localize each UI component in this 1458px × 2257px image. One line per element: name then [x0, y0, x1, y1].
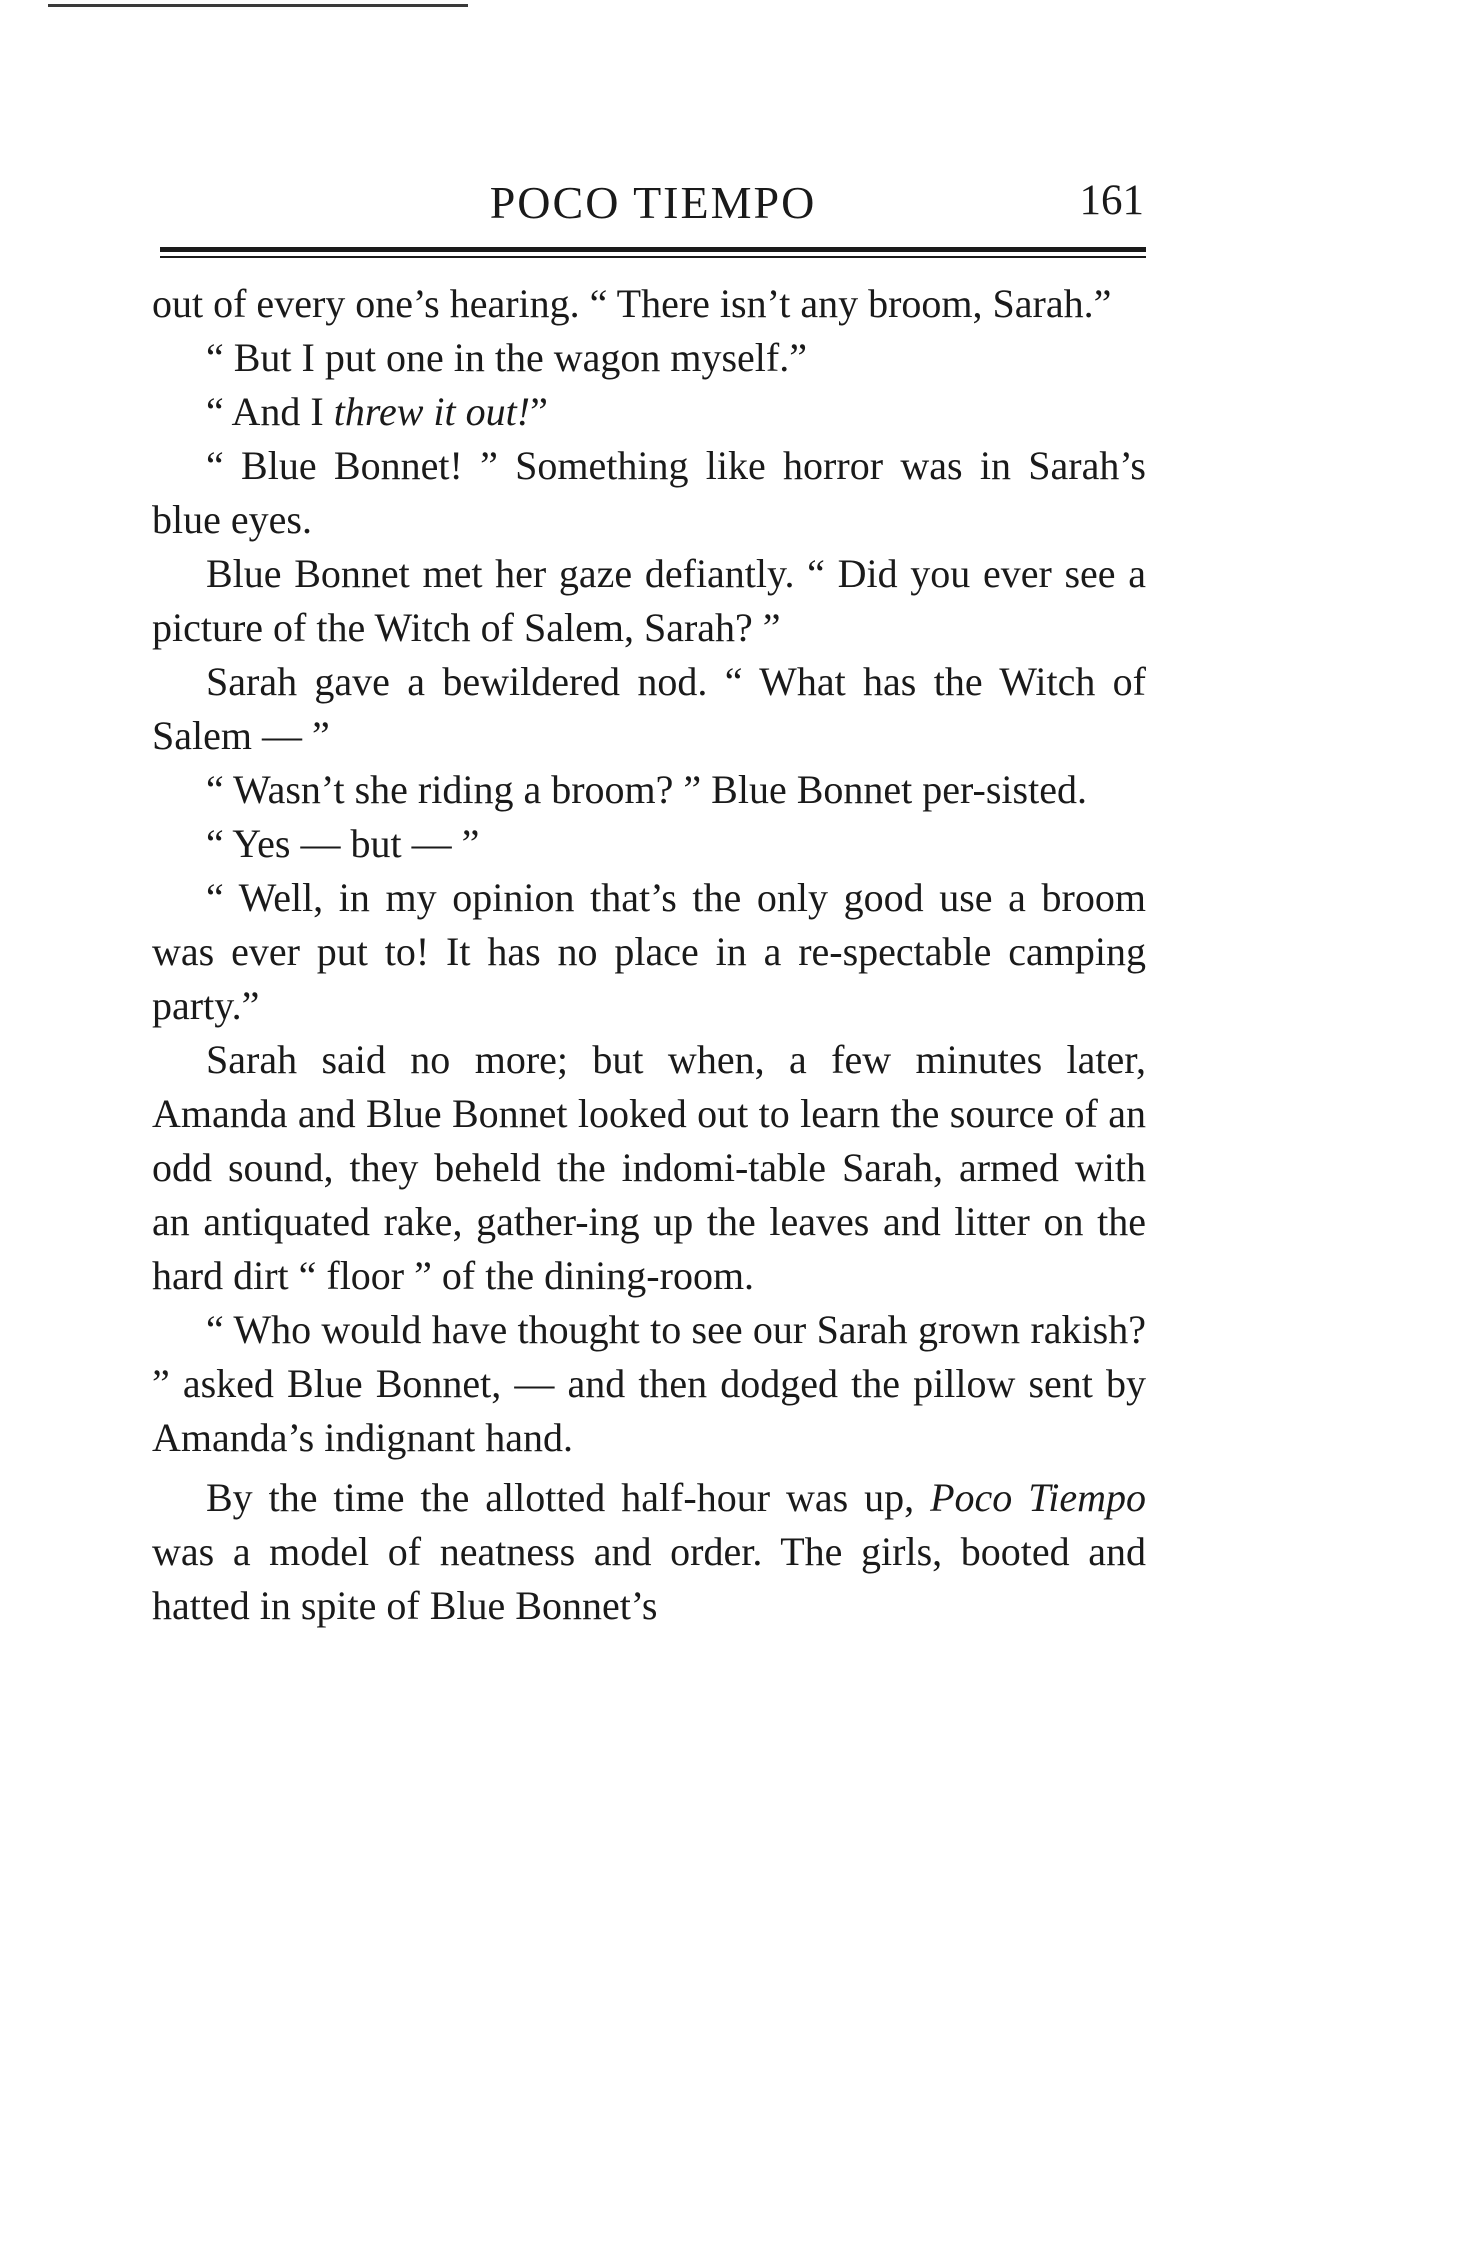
header-rule-thin [160, 256, 1146, 258]
paragraph [152, 655, 1146, 763]
paragraph [152, 547, 1146, 655]
paragraph [152, 817, 1146, 871]
body-text [152, 277, 1146, 1633]
paragraph [152, 439, 1146, 547]
italic-text-run: threw it out! [333, 389, 531, 434]
text-run: Blue Bonnet met her gaze defiantly. “ Did you ever see a picture of the Witch of Salem, Sarah? ” [152, 551, 1146, 650]
paragraph [152, 1033, 1146, 1303]
paragraph [152, 763, 1146, 817]
text-run: “ Who would have thought to see our Sarah grown rakish? ” asked Blue Bonnet, — and then dodged the pillow sent by Amanda’s indignant hand. [152, 1307, 1146, 1460]
text-run: By the time the allotted half-hour was up, [206, 1475, 931, 1520]
paragraph [152, 1471, 1146, 1633]
paragraph [152, 1303, 1146, 1465]
page-number: 161 [1079, 177, 1144, 224]
italic-text-run: Poco Tiempo [930, 1475, 1146, 1520]
text-run: “ Blue Bonnet! ” Something like horror was in Sarah’s blue eyes. [152, 443, 1146, 542]
text-run: “ Yes — but — ” [206, 821, 480, 866]
header-rule-thick [160, 247, 1146, 252]
text-run: was a model of neatness and order. The girls, booted and hatted in spite of Blue Bonnet’s [152, 1529, 1146, 1628]
text-run: “ But I put one in the wagon myself.” [206, 335, 807, 380]
text-run: Sarah gave a bewildered nod. “ What has the Witch of Salem — ” [152, 659, 1146, 758]
paragraph [152, 385, 1146, 439]
paragraph [152, 331, 1146, 385]
text-run: “ Wasn’t she riding a broom? ” Blue Bonnet per-sisted. [206, 767, 1087, 812]
text-run: Sarah said no more; but when, a few minutes later, Amanda and Blue Bonnet looked out to learn the source of an odd sound, they beheld the indomi-table Sarah, armed with an antiquated rake, gather-ing up the leaves and litter on the hard dirt “ floor ” of the dining-room. [152, 1037, 1146, 1298]
page-header [160, 168, 1146, 234]
running-title: POCO TIEMPO [489, 177, 817, 228]
text-run: ” [530, 389, 548, 434]
top-edge-rule [48, 4, 468, 7]
paragraph [152, 277, 1146, 331]
text-run: out of every one’s hearing. “ There isn’t any broom, Sarah.” [152, 281, 1112, 326]
text-run: “ And I [206, 389, 334, 434]
text-run: “ Well, in my opinion that’s the only good use a broom was ever put to! It has no place in a re-spectable camping party.” [152, 875, 1146, 1028]
paragraph [152, 871, 1146, 1033]
